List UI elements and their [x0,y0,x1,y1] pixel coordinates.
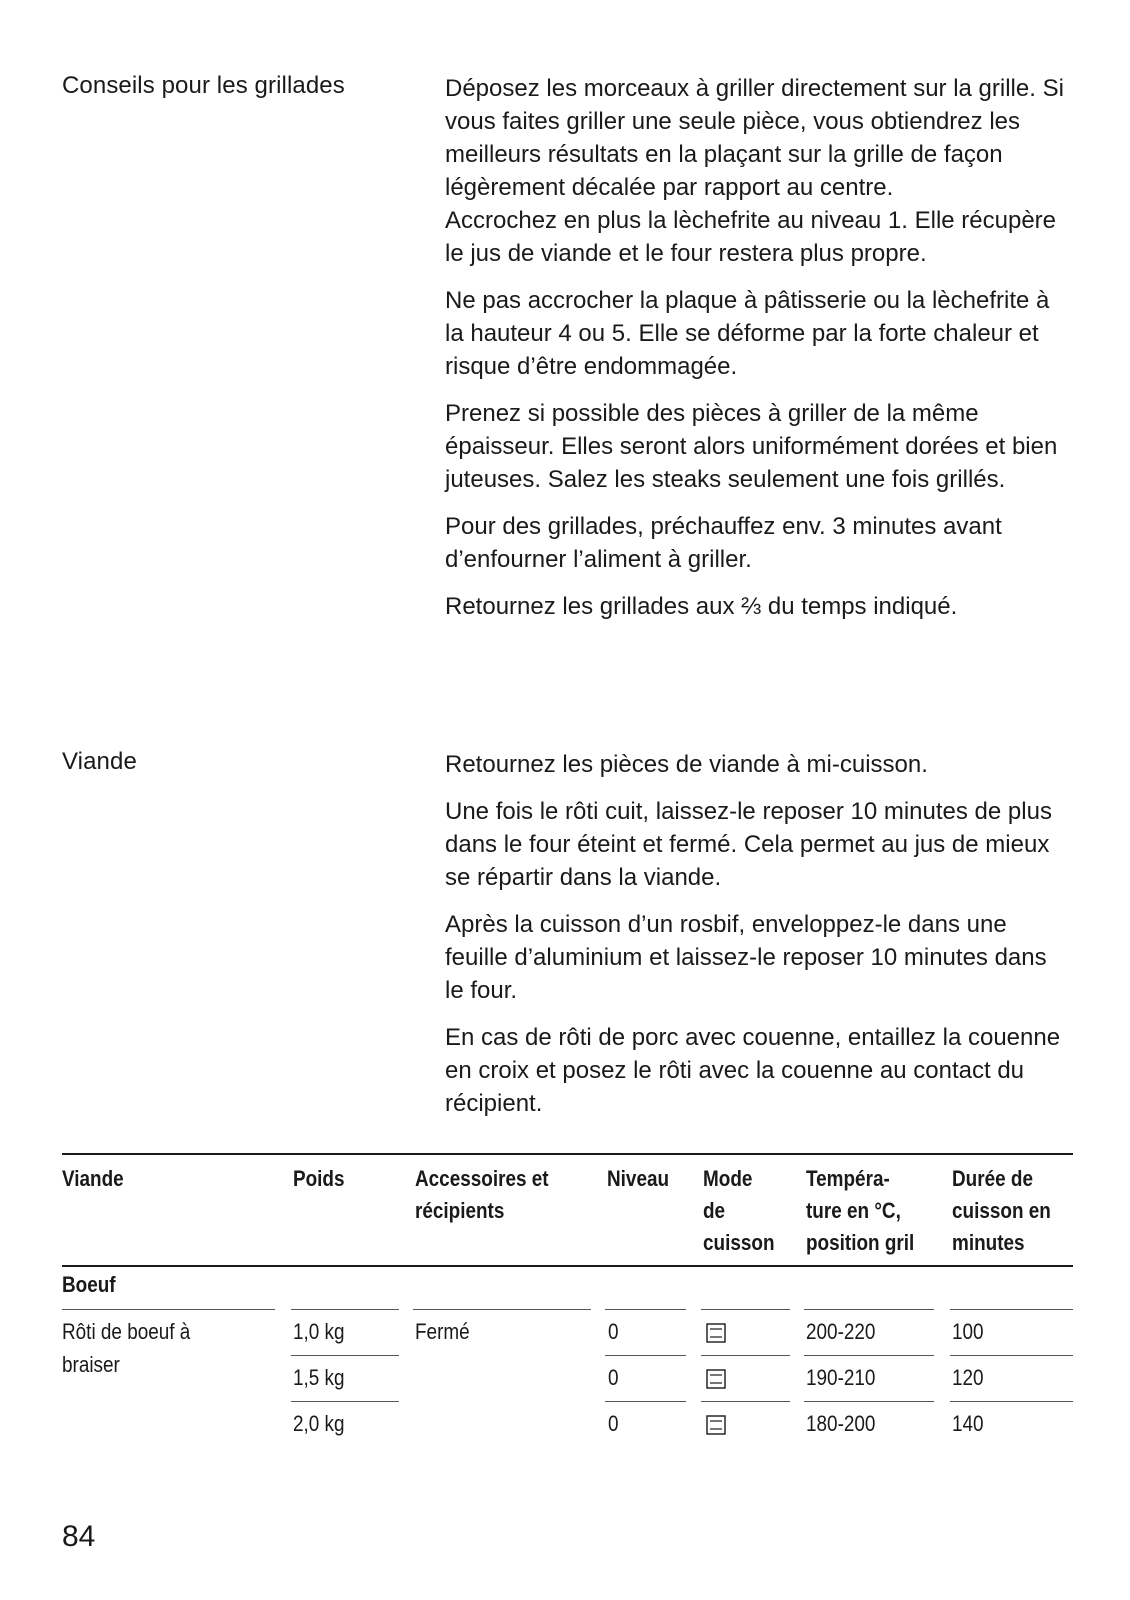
row-rule [291,1401,399,1402]
paragraph: Pour des grillades, préchauffez env. 3 minutes avant d’enfourner l’aliment à griller. [445,513,1002,573]
table-top-rule [62,1153,1073,1155]
row-rule [804,1355,934,1356]
paragraph: En cas de rôti de porc avec couenne, entaillez la couenne en croix et posez le rôti avec la couenne au contact du récipient. [445,1024,1061,1117]
row-rule [804,1401,934,1402]
paragraph: Après la cuisson d’un rosbif, enveloppez-le dans une feuille d’aluminium et laissez-le reposer 10 minutes dans le four. [445,911,1047,1004]
row-rule [701,1355,790,1356]
level-cell: 0 [608,1319,619,1344]
header-poids: Poids [293,1166,345,1191]
row-rule [605,1401,686,1402]
row-rule [701,1309,790,1310]
oven-mode-icon [706,1369,726,1389]
row-rule [605,1309,686,1310]
accessory-value: Fermé [415,1319,470,1344]
header-mode: Mode de cuisson [703,1166,775,1255]
paragraph: Une fois le rôti cuit, laissez-le reposer 10 minutes de plus dans le four éteint et fermé. Cela permet au jus de mieux se répartir dans la viande. [445,798,1052,891]
paragraph: Déposez les morceaux à griller directement sur la grille. Si vous faites griller une seule pièce, vous obtiendrez les meilleurs résultats en la plaçant sur la grille de façon légèrement décalée par rapport au centre. Accrochez en plus la lèchefrite au niveau 1. Elle récupère le jus de viande et le four restera plus propre. [445,75,1064,267]
header-accessoires: Accessoires et récipients [415,1166,549,1223]
row-rule [291,1309,399,1310]
weight-cell: 1,0 kg [293,1319,345,1344]
row-rule [804,1309,934,1310]
paragraph: Retournez les grillades aux ⅔ du temps indiqué. [445,593,958,620]
temperature-cell: 190-210 [806,1365,876,1390]
row-rule [950,1355,1073,1356]
paragraph: Ne pas accrocher la plaque à pâtisserie ou la lèchefrite à la hauteur 4 ou 5. Elle se déforme par la forte chaleur et risque d’être endommagée. [445,287,1050,380]
oven-mode-icon [706,1323,726,1343]
time-cell: 140 [952,1411,984,1436]
section-label: Viande [62,748,137,775]
temperature-cell: 180-200 [806,1411,876,1436]
row-rule [950,1309,1073,1310]
oven-mode-icon [706,1415,726,1435]
paragraph: Prenez si possible des pièces à griller de la même épaisseur. Elles seront alors uniformément dorées et bien juteuses. Salez les steaks seulement une fois grillés. [445,400,1058,493]
section-paragraphs [445,72,1065,637]
time-cell: 120 [952,1365,984,1390]
time-cell: 100 [952,1319,984,1344]
header-temperature: Tempéra- ture en °C, position gril [806,1166,915,1255]
header-niveau: Niveau [607,1166,670,1191]
row-rule [62,1309,275,1310]
row-rule [605,1355,686,1356]
dish-name: Rôti de boeuf à braiser [62,1319,191,1377]
weight-cell: 2,0 kg [293,1411,345,1436]
temperature-cell: 200-220 [806,1319,876,1344]
row-rule [701,1401,790,1402]
paragraph: Retournez les pièces de viande à mi-cuisson. [445,751,928,778]
page-number: 84 [62,1520,96,1553]
row-rule [291,1355,399,1356]
header-viande: Viande [62,1166,124,1191]
group-label-boeuf: Boeuf [62,1272,116,1297]
weight-cell: 1,5 kg [293,1365,345,1390]
row-rule [950,1401,1073,1402]
header-duree: Durée de cuisson en minutes [952,1166,1051,1255]
level-cell: 0 [608,1411,619,1436]
section-paragraphs [445,748,1065,1134]
level-cell: 0 [608,1365,619,1390]
row-rule [413,1309,591,1310]
table-header-rule [62,1265,1073,1267]
section-label: Conseils pour les grillades [62,72,345,99]
